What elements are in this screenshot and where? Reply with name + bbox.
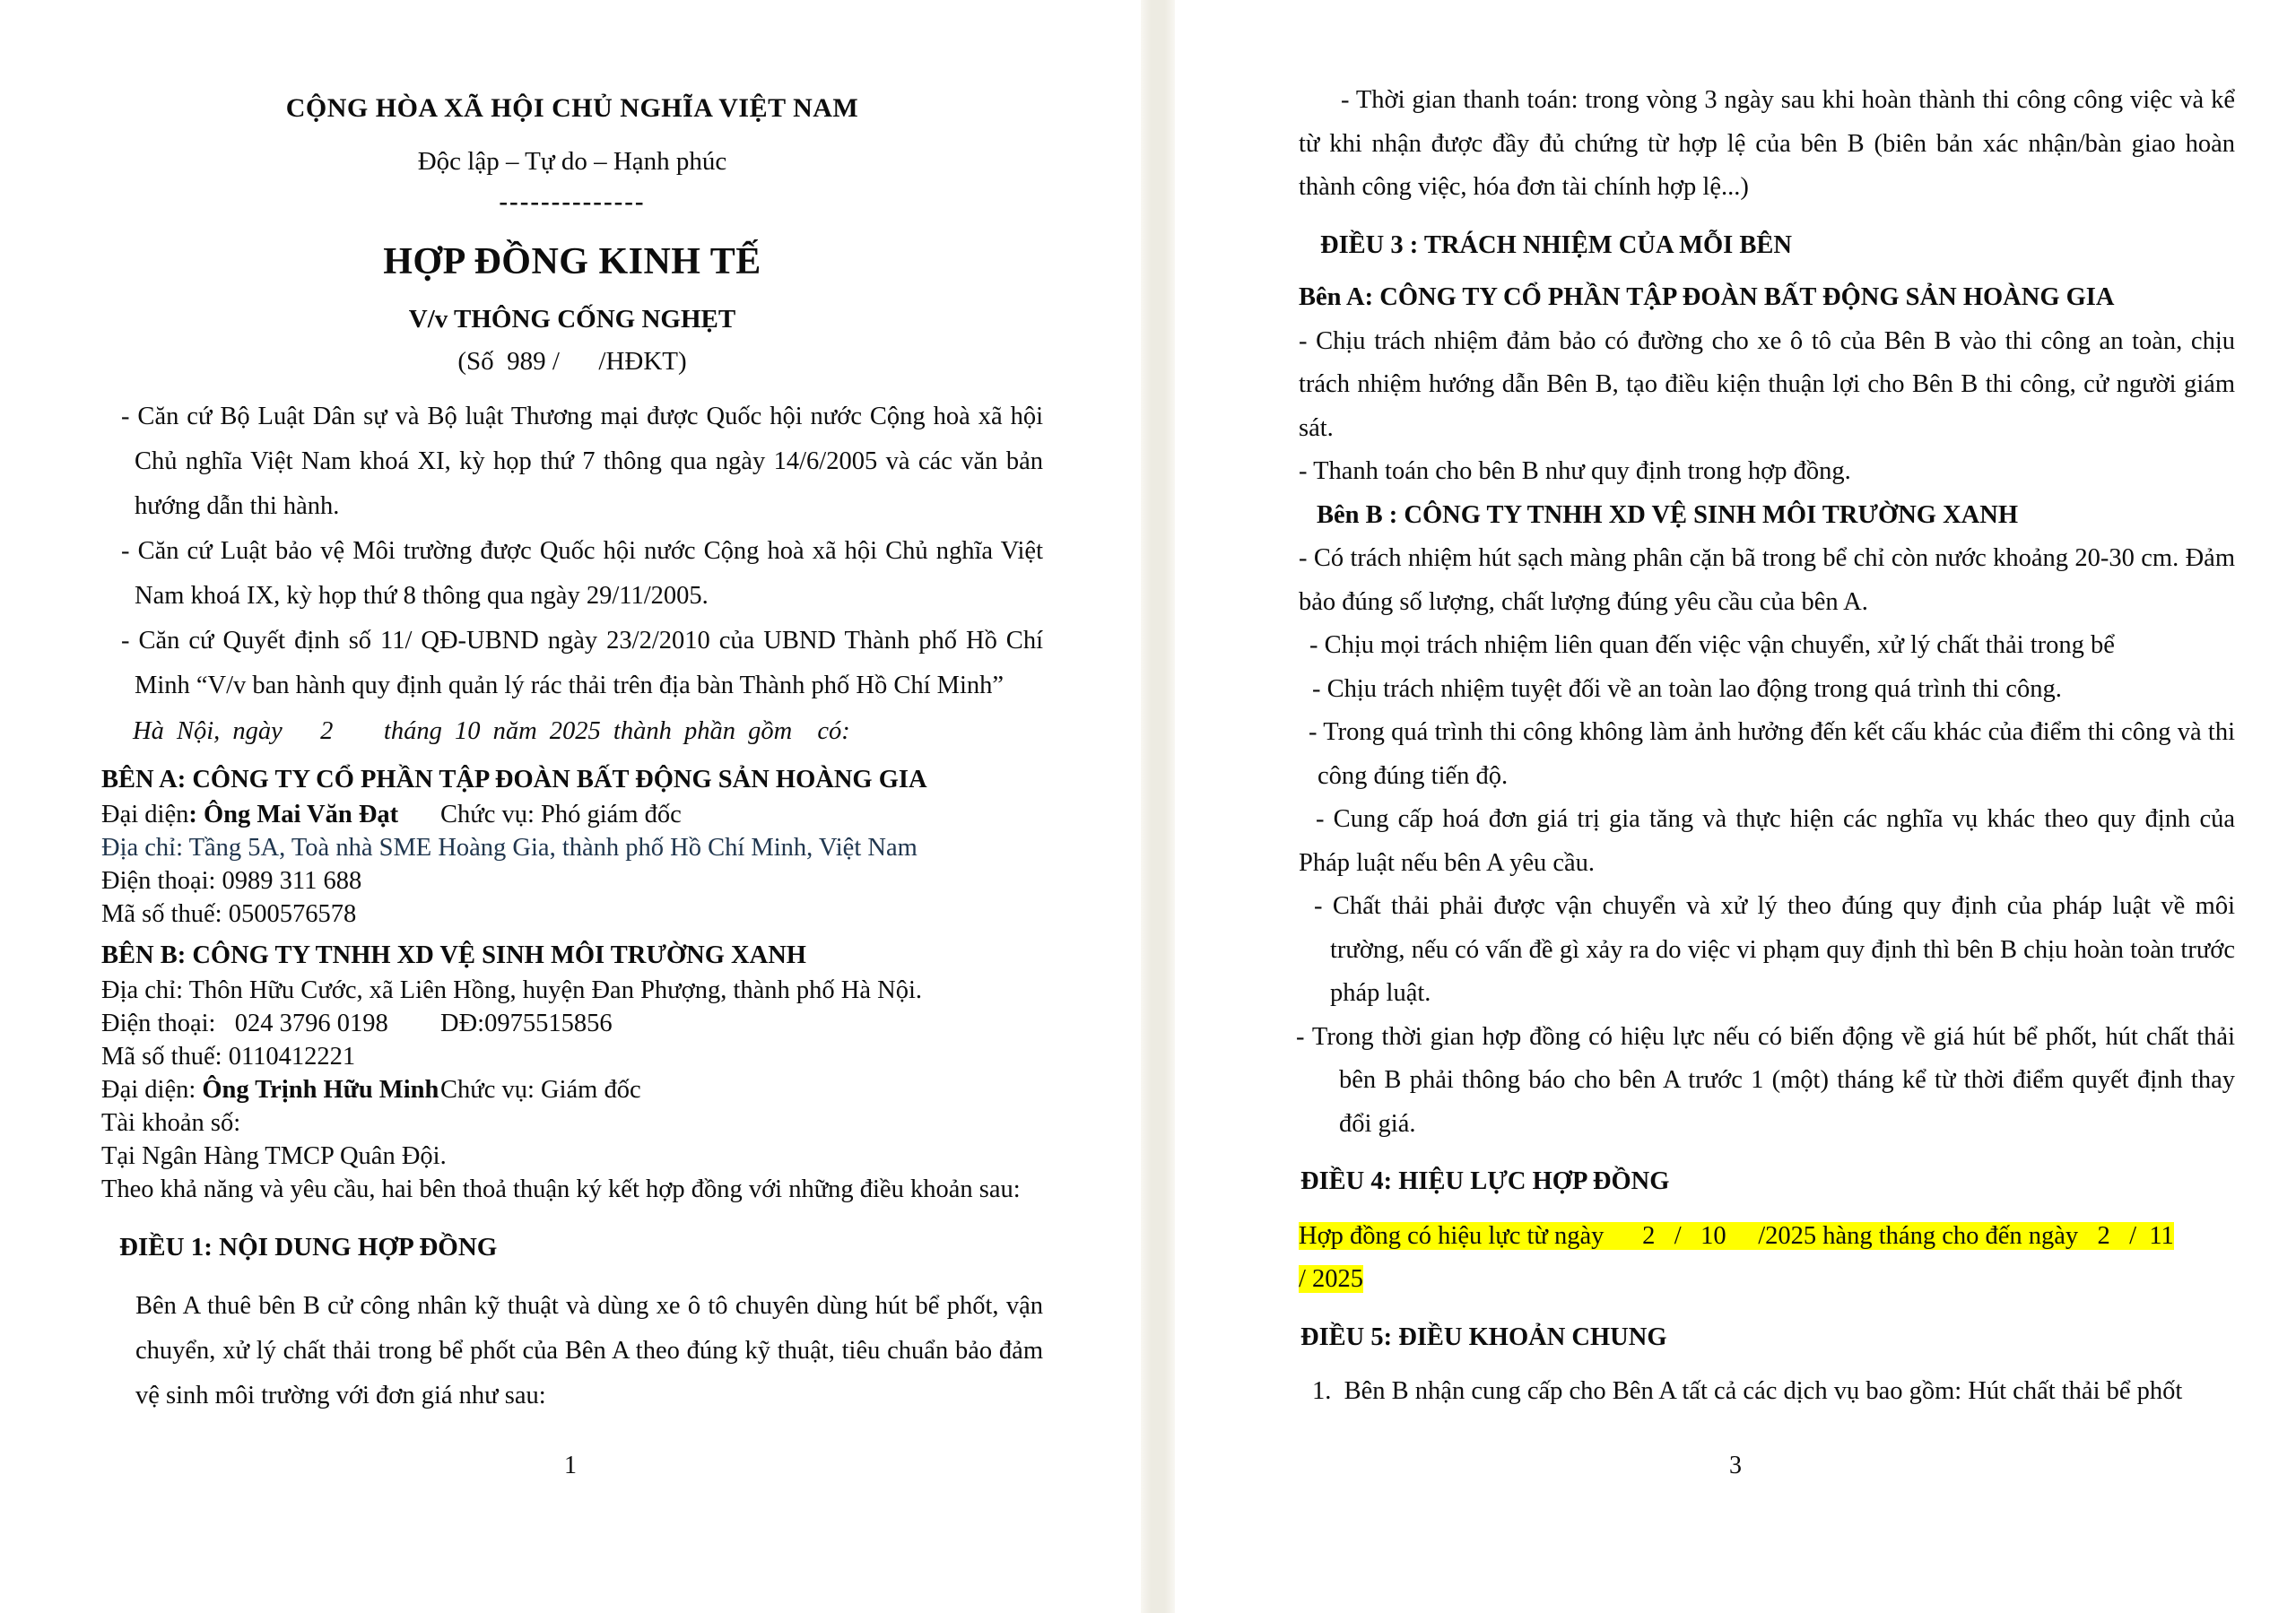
party-b-account-number: Tài khoản số:	[101, 1109, 241, 1137]
national-header-title: CỘNG HÒA XÃ HỘI CHỦ NGHĨA VIỆT NAM	[285, 93, 859, 123]
effective-date-clause	[1299, 1215, 2235, 1302]
party-a-representative-row	[101, 798, 1043, 831]
contract-title: HỢP ĐỒNG KINH TẾ	[383, 241, 761, 282]
party-a-responsibility: - Thanh toán cho bên B như quy định trong hợp đồng.	[1299, 457, 1851, 485]
article-3-heading: ĐIỀU 3 : TRÁCH NHIỆM CỦA MỖI BÊN	[1320, 230, 1792, 259]
page-number-3: 3	[1729, 1452, 1742, 1479]
article-5-heading: ĐIỀU 5: ĐIỀU KHOẢN CHUNG	[1300, 1322, 1667, 1351]
party-b-heading: BÊN B: CÔNG TY TNHH XD VỆ SINH MÔI TRƯỜNG XANH	[101, 941, 806, 969]
rep-name: Ông Trịnh Hữu Minh	[202, 1076, 439, 1104]
party-b-responsibility: - Chịu mọi trách nhiệm liên quan đến việc vận chuyển, xử lý chất thải trong bể	[1309, 631, 2115, 659]
party-b-bank: Tại Ngân Hàng TMCP Quân Đội.	[101, 1142, 447, 1170]
party-a-role: Chức vụ: Phó giám đốc	[440, 801, 682, 828]
party-b-representative	[101, 1073, 440, 1106]
rep-name: : Ông Mai Văn Đạt	[188, 801, 399, 828]
party-a-heading: BÊN A: CÔNG TY CỔ PHẦN TẬP ĐOÀN BẤT ĐỘNG SẢN HOÀNG GIA	[101, 766, 927, 793]
highlighted-effective-text: Hợp đồng có hiệu lực từ ngày 2 / 10 /2025 hàng tháng cho đến ngày 2 / 11	[1299, 1221, 2174, 1250]
party-b-responsibility: - Trong quá trình thi công không làm ảnh hưởng đến kết cấu khác của điểm thi công và thi công đúng tiến độ.	[1309, 718, 2235, 790]
contract-page-3	[1175, 0, 2296, 1613]
article-1-body: Bên A thuê bên B cử công nhân kỹ thuật và dùng xe ô tô chuyên dùng hút bể phốt, vận chuyển, xử lý chất thải trong bể phốt của Bên A theo đúng kỹ thuật, tiêu chuẩn bảo đảm vệ sinh môi trường với đơn giá như sau:	[135, 1292, 1043, 1409]
party-b-responsibility: - Chịu trách nhiệm tuyệt đối về an toàn lao động trong quá trình thi công.	[1312, 674, 2062, 703]
contract-page-1	[0, 0, 1141, 1613]
article-1-heading: ĐIỀU 1: NỘI DUNG HỢP ĐỒNG	[119, 1233, 498, 1262]
article-4-heading: ĐIỀU 4: HIỆU LỰC HỢP ĐỒNG	[1300, 1167, 1670, 1195]
header-divider-dashes: --------------	[499, 187, 646, 216]
party-b-address: Địa chỉ: Thôn Hữu Cước, xã Liên Hồng, huyện Đan Phượng, thành phố Hà Nội.	[101, 976, 922, 1004]
party-b-responsibility: - Cung cấp hoá đơn giá trị gia tăng và thực hiện các nghĩa vụ khác theo quy định của Pháp luật nếu bên A yêu cầu.	[1299, 805, 2235, 877]
contract-number: (Số 989 / /HĐKT)	[457, 347, 687, 376]
party-a-tax-code: Mã số thuế: 0500576578	[101, 900, 357, 928]
legal-basis-list	[101, 395, 1043, 708]
party-b-tax-code: Mã số thuế: 0110412221	[101, 1043, 356, 1071]
legal-basis-item: - Căn cứ Bộ Luật Dân sự và Bộ luật Thương mại được Quốc hội nước Cộng hoà xã hội Chủ nghĩa Việt Nam khoá XI, kỳ họp thứ 7 thông qua ngày 14/6/2005 và các văn bản hướng dẫn thi hành.	[121, 403, 1043, 520]
party-b-responsibility: - Chất thải phải được vận chuyển và xử lý theo đúng quy định của pháp luật về môi trường, nếu có vấn đề gì xảy ra do việc vi phạm quy định thì bên B chịu hoàn toàn trước pháp luật.	[1314, 892, 2235, 1007]
agreement-intro: Theo khả năng và yêu cầu, hai bên thoả thuận ký kết hợp đồng với những điều khoản sau:	[101, 1175, 1021, 1203]
highlighted-effective-text: / 2025	[1299, 1265, 1364, 1293]
page-3-content	[1175, 0, 2296, 1414]
national-motto: Độc lập – Tự do – Hạnh phúc	[417, 147, 727, 176]
general-terms-item: 1. Bên B nhận cung cấp cho Bên A tất cả các dịch vụ bao gồm: Hút chất thải bể phốt	[1312, 1377, 2183, 1405]
legal-basis-item: - Căn cứ Luật bảo vệ Môi trường được Quốc hội nước Cộng hoà xã hội Chủ nghĩa Việt Nam khoá IX, kỳ họp thứ 8 thông qua ngày 29/11/2005.	[121, 537, 1043, 610]
party-a-representative	[101, 798, 440, 831]
contract-subject: V/v THÔNG CỐNG NGHẸT	[408, 305, 736, 334]
party-b-responsibility: - Có trách nhiệm hút sạch màng phân cặn bã trong bể chỉ còn nước khoảng 20-30 cm. Đảm bảo đúng số lượng, chất lượng đúng yêu cầu của bên A.	[1299, 544, 2235, 616]
party-a-responsibility: - Chịu trách nhiệm đảm bảo có đường cho xe ô tô của Bên B vào thi công an toàn, chịu trách nhiệm hướng dẫn Bên B, tạo điều kiện thuận lợi cho Bên B thi công, cử người giám sát.	[1299, 326, 2235, 442]
payment-time-clause: - Thời gian thanh toán: trong vòng 3 ngày sau khi hoàn thành thi công công việc và kể từ khi nhận được đầy đủ chứng từ hợp lệ của bên B (biên bản xác nhận/bàn giao hoàn thành công việc, hóa đơn tài chính hợp lệ...)	[1299, 86, 2235, 201]
party-b-phone-row	[101, 1007, 1043, 1040]
party-b-responsibility: - Trong thời gian hợp đồng có hiệu lực nếu có biến động về giá hút bể phốt, hút chất thải bên B phải thông báo cho bên A trước 1 (một) tháng kể từ thời điểm quyết định thay đổi giá.	[1296, 1022, 2235, 1138]
article-3-party-b-heading: Bên B : CÔNG TY TNHH XD VỆ SINH MÔI TRƯỜNG XANH	[1317, 500, 2018, 529]
legal-basis-item: - Căn cứ Quyết định số 11/ QĐ-UBND ngày 23/2/2010 của UBND Thành phố Hồ Chí Minh “V/v ban hành quy định quản lý rác thải trên địa bàn Thành phố Hồ Chí Minh”	[121, 627, 1043, 699]
rep-label: Đại diện	[101, 801, 189, 828]
party-b-mobile: DĐ:0975515856	[440, 1010, 613, 1037]
page-1-content	[0, 0, 1141, 1418]
rep-label: Đại diện:	[101, 1076, 203, 1104]
party-b-phone: Điện thoại: 024 3796 0198	[101, 1010, 388, 1037]
party-b-representative-row	[101, 1073, 1043, 1106]
page-gap-divider	[1141, 0, 1175, 1613]
party-a-address: Địa chỉ: Tầng 5A, Toà nhà SME Hoàng Gia, thành phố Hồ Chí Minh, Việt Nam	[101, 834, 918, 862]
date-location-line: Hà Nội, ngày 2 tháng 10 năm 2025 thành phần gồm có:	[133, 717, 850, 745]
party-a-phone: Điện thoại: 0989 311 688	[101, 867, 362, 895]
page-number-1: 1	[564, 1452, 577, 1479]
article-3-party-a-heading: Bên A: CÔNG TY CỔ PHẦN TẬP ĐOÀN BẤT ĐỘNG SẢN HOÀNG GIA	[1299, 283, 2115, 311]
party-b-role: Chức vụ: Giám đốc	[440, 1076, 641, 1104]
